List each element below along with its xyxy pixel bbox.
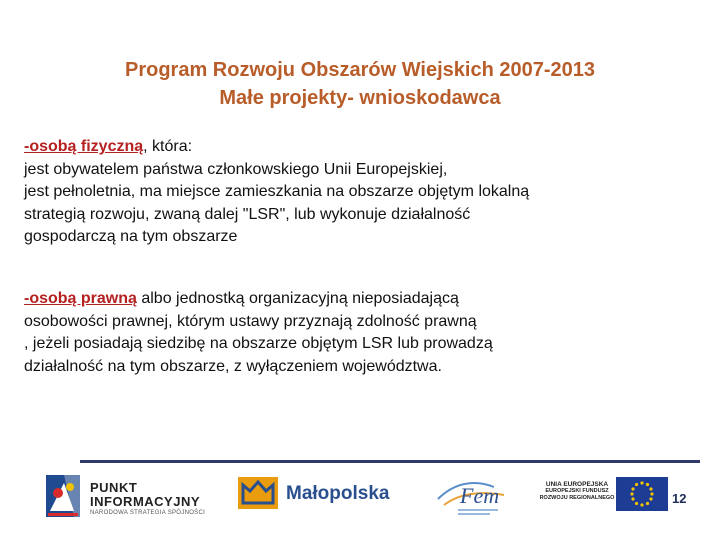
highlight-natural-person: -osobą fizyczną bbox=[24, 138, 144, 155]
slide-title bbox=[0, 56, 720, 112]
section-legal-person bbox=[24, 288, 664, 378]
ue-line1: UNIA EUROPEJSKA bbox=[545, 481, 609, 488]
section1-first-line bbox=[24, 136, 664, 159]
section1-line: jest obywatelem państwa członkowskiego Unii Europejskiej, bbox=[24, 160, 448, 178]
punkt-line1: PUNKT bbox=[90, 480, 138, 495]
eu-flag-icon bbox=[616, 477, 668, 511]
title-line-1: Program Rozwoju Obszarów Wiejskich 2007-2013 bbox=[125, 59, 595, 81]
punkt-subtitle: NARODOWA STRATEGIA SPÓJNOŚCI bbox=[90, 510, 206, 516]
punkt-informacyjny-name bbox=[90, 481, 200, 509]
malopolska-name: Małopolska bbox=[286, 483, 390, 504]
fem-logo-icon bbox=[434, 473, 514, 519]
punkt-line2: INFORMACYJNY bbox=[90, 494, 201, 509]
section1-line: jest pełnoletnia, ma miejsce zamieszkania na obszarze objętym lokalną bbox=[24, 183, 530, 200]
footer-logos bbox=[0, 463, 720, 540]
ue-line2: EUROPEJSKI FUNDUSZ bbox=[545, 488, 609, 494]
svg-text:Fem: Fem bbox=[460, 483, 500, 508]
section2-line: , jeżeli posiadają siedzibę na obszarze objętym LSR lub prowadzą bbox=[24, 335, 493, 352]
section1-after: , która: bbox=[143, 138, 193, 155]
ue-line3: ROZWOJU REGIONALNEGO bbox=[539, 495, 615, 501]
section1-line: strategią rozwoju, zwaną dalej "LSR", lub wykonuje działalność bbox=[24, 205, 471, 223]
eu-fund-name bbox=[538, 481, 616, 502]
title-line-2: Małe projekty- wnioskodawca bbox=[219, 87, 501, 109]
section-natural-person bbox=[24, 136, 664, 249]
section2-first-line bbox=[24, 288, 664, 311]
section1-line: gospodarczą na tym obszarze bbox=[24, 228, 238, 245]
section2-line: działalność na tym obszarze, z wyłączeniem województwa. bbox=[24, 357, 442, 375]
section2-line: osobowości prawnej, którym ustawy przyznają zdolność prawną bbox=[24, 312, 477, 330]
malopolska-logo-icon bbox=[238, 477, 278, 509]
punkt-informacyjny-logo-icon bbox=[44, 471, 86, 521]
page-number: 12 bbox=[672, 491, 687, 506]
section2-after: albo jednostką organizacyjną nieposiadającą bbox=[136, 290, 459, 307]
highlight-legal-person: -osobą prawną bbox=[24, 290, 137, 307]
